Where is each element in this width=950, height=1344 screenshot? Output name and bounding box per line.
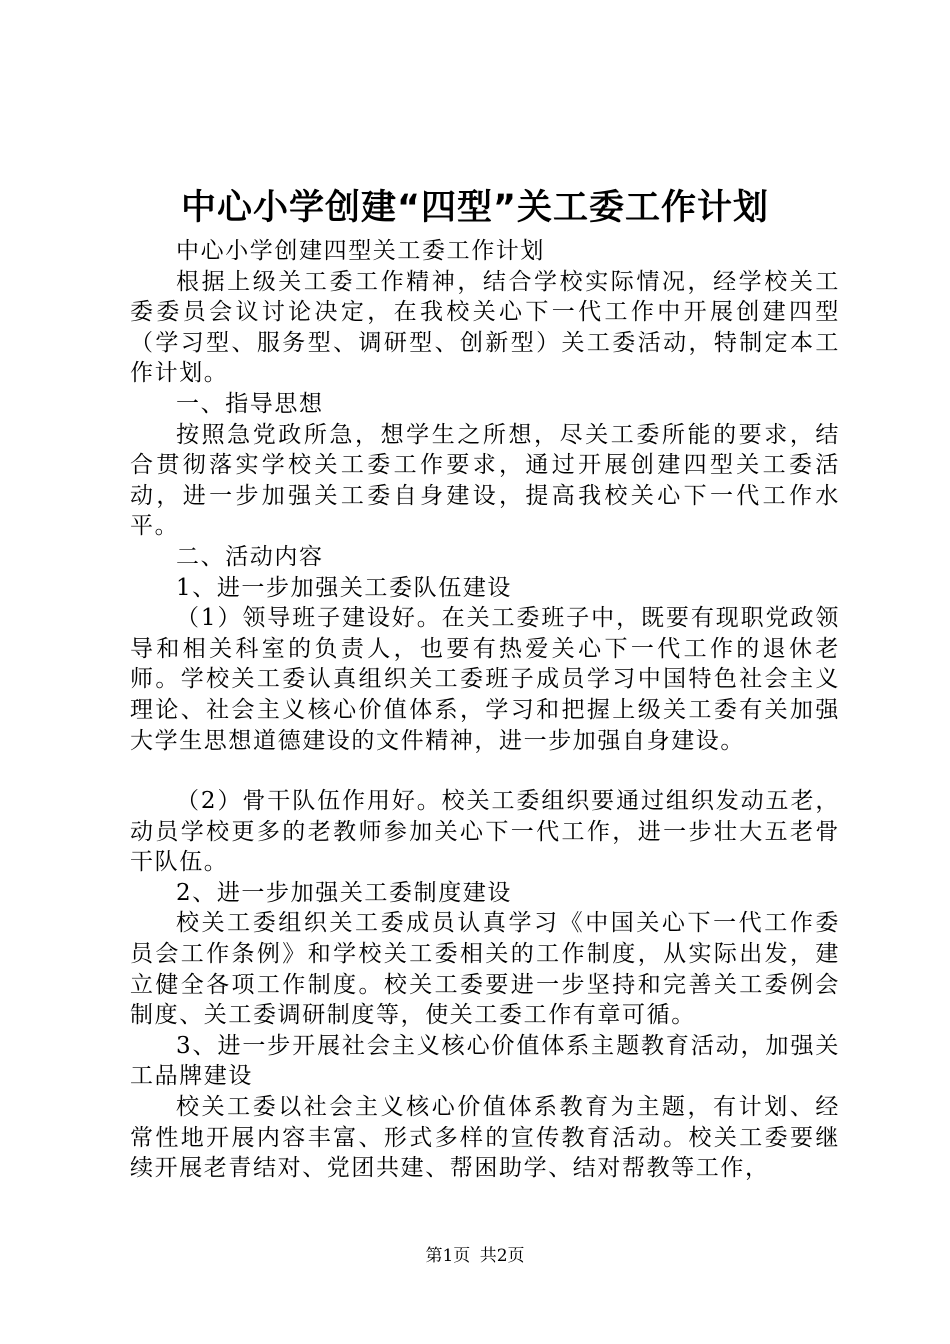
page-number-current: 第1页 — [425, 1246, 471, 1266]
page-number-total: 共2页 — [479, 1246, 525, 1266]
document-body — [130, 236, 840, 1184]
page-footer — [0, 1244, 950, 1268]
heading-system-building: 2、进一步加强关工委制度建设 — [176, 879, 513, 906]
heading-activity-content: 二、活动内容 — [176, 543, 324, 570]
paragraph-guiding-ideology: 按照急党政所急，想学生之所想，尽关工委所能的要求，结合贯彻落实学校关工委工作要求，通过开展创建四型关工委活动，进一步加强关工委自身建设，提高我校关心下一代工作水平。 — [130, 421, 840, 540]
paragraph-subtitle: 中心小学创建四型关工委工作计划 — [176, 238, 545, 264]
document-title: 中心小学创建“四型”关工委工作计划 — [180, 188, 769, 228]
paragraph-intro: 根据上级关工委工作精神，结合学校实际情况，经学校关工委委员会议讨论决定，在我校关心下一代工作中开展创建四型（学习型、服务型、调研型、创新型）关工委活动，特制定本工作计划。 — [130, 268, 840, 387]
paragraph-system-building: 校关工委组织关工委成员认真学习《中国关心下一代工作委员会工作条例》和学校关工委相关的工作制度，从实际出发，建立健全各项工作制度。校关工委要进一步坚持和完善关工委例会制度、关工委调研制度等，使关工委工作有章可循。 — [130, 910, 840, 1029]
paragraph-core-values-education: 校关工委以社会主义核心价值体系教育为主题，有计划、经常性地开展内容丰富、形式多样的宣传教育活动。校关工委要继续开展老青结对、党团共建、帮困助学、结对帮教等工作， — [130, 1094, 840, 1182]
paragraph-leadership: （1）领导班子建设好。在关工委班子中，既要有现职党政领导和相关科室的负责人，也要有热爱关心下一代工作的退休老师。学校关工委认真组织关工委班子成员学习中国特色社会主义理论、社会主义核心价值体系，学习和把握上级关工委有关加强大学生思想道德建设的文件精神，进一步加强自身建设。 — [130, 605, 840, 754]
heading-guiding-ideology: 一、指导思想 — [176, 390, 324, 417]
heading-team-building: 1、进一步加强关工委队伍建设 — [176, 574, 513, 601]
paragraph-backbone-team: （2）骨干队伍作用好。校关工委组织要通过组织发动五老，动员学校更多的老教师参加关心下一代工作，进一步壮大五老骨干队伍。 — [130, 788, 840, 876]
heading-core-values-education: 3、进一步开展社会主义核心价值体系主题教育活动，加强关工品牌建设 — [130, 1032, 840, 1090]
